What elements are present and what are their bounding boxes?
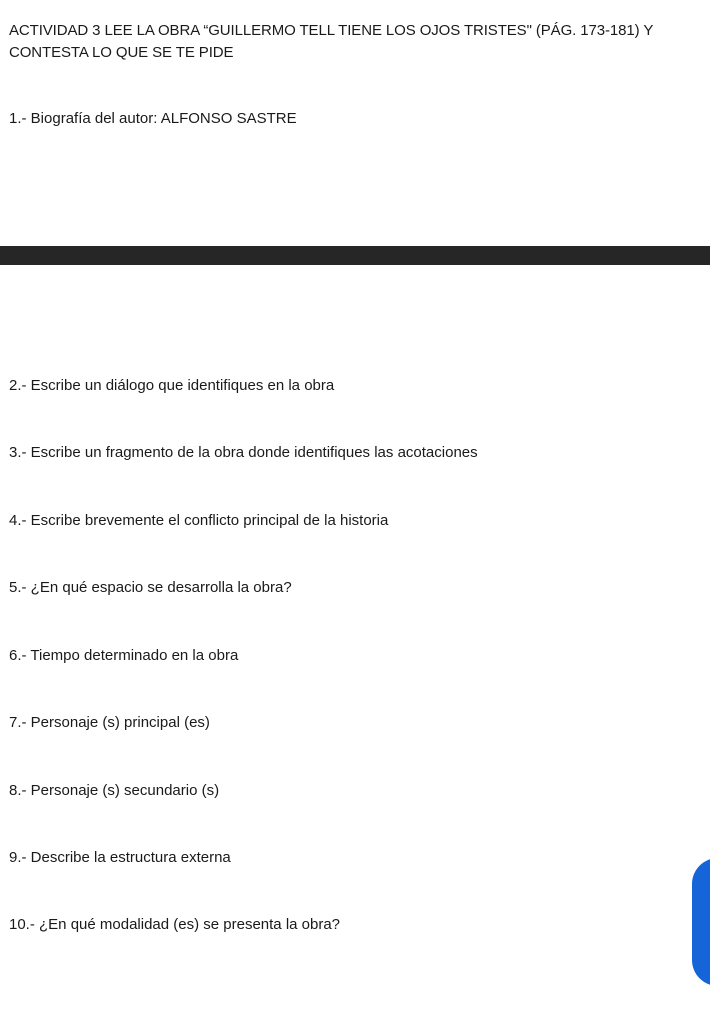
question-3: 3.- Escribe un fragmento de la obra donde identifiques las acotaciones (9, 444, 478, 461)
question-7: 7.- Personaje (s) principal (es) (9, 714, 210, 731)
page-divider-bar (0, 246, 710, 265)
question-5: 5.- ¿En qué espacio se desarrolla la obra? (9, 579, 292, 596)
question-9: 9.- Describe la estructura externa (9, 849, 231, 866)
question-6: 6.- Tiempo determinado en la obra (9, 647, 239, 664)
question-2: 2.- Escribe un diálogo que identifiques en la obra (9, 377, 335, 394)
question-8: 8.- Personaje (s) secundario (s) (9, 782, 220, 799)
floating-side-tab[interactable] (692, 858, 710, 986)
question-4: 4.- Escribe brevemente el conflicto principal de la historia (9, 512, 389, 529)
question-1: 1.- Biografía del autor: ALFONSO SASTRE (9, 110, 297, 127)
question-10: 10.- ¿En qué modalidad (es) se presenta la obra? (9, 916, 341, 933)
activity-title: ACTIVIDAD 3 LEE LA OBRA “GUILLERMO TELL TIENE LOS OJOS TRISTES" (PÁG. 173-181) Y CONTESTA LO QUE SE TE PIDE (9, 22, 653, 61)
